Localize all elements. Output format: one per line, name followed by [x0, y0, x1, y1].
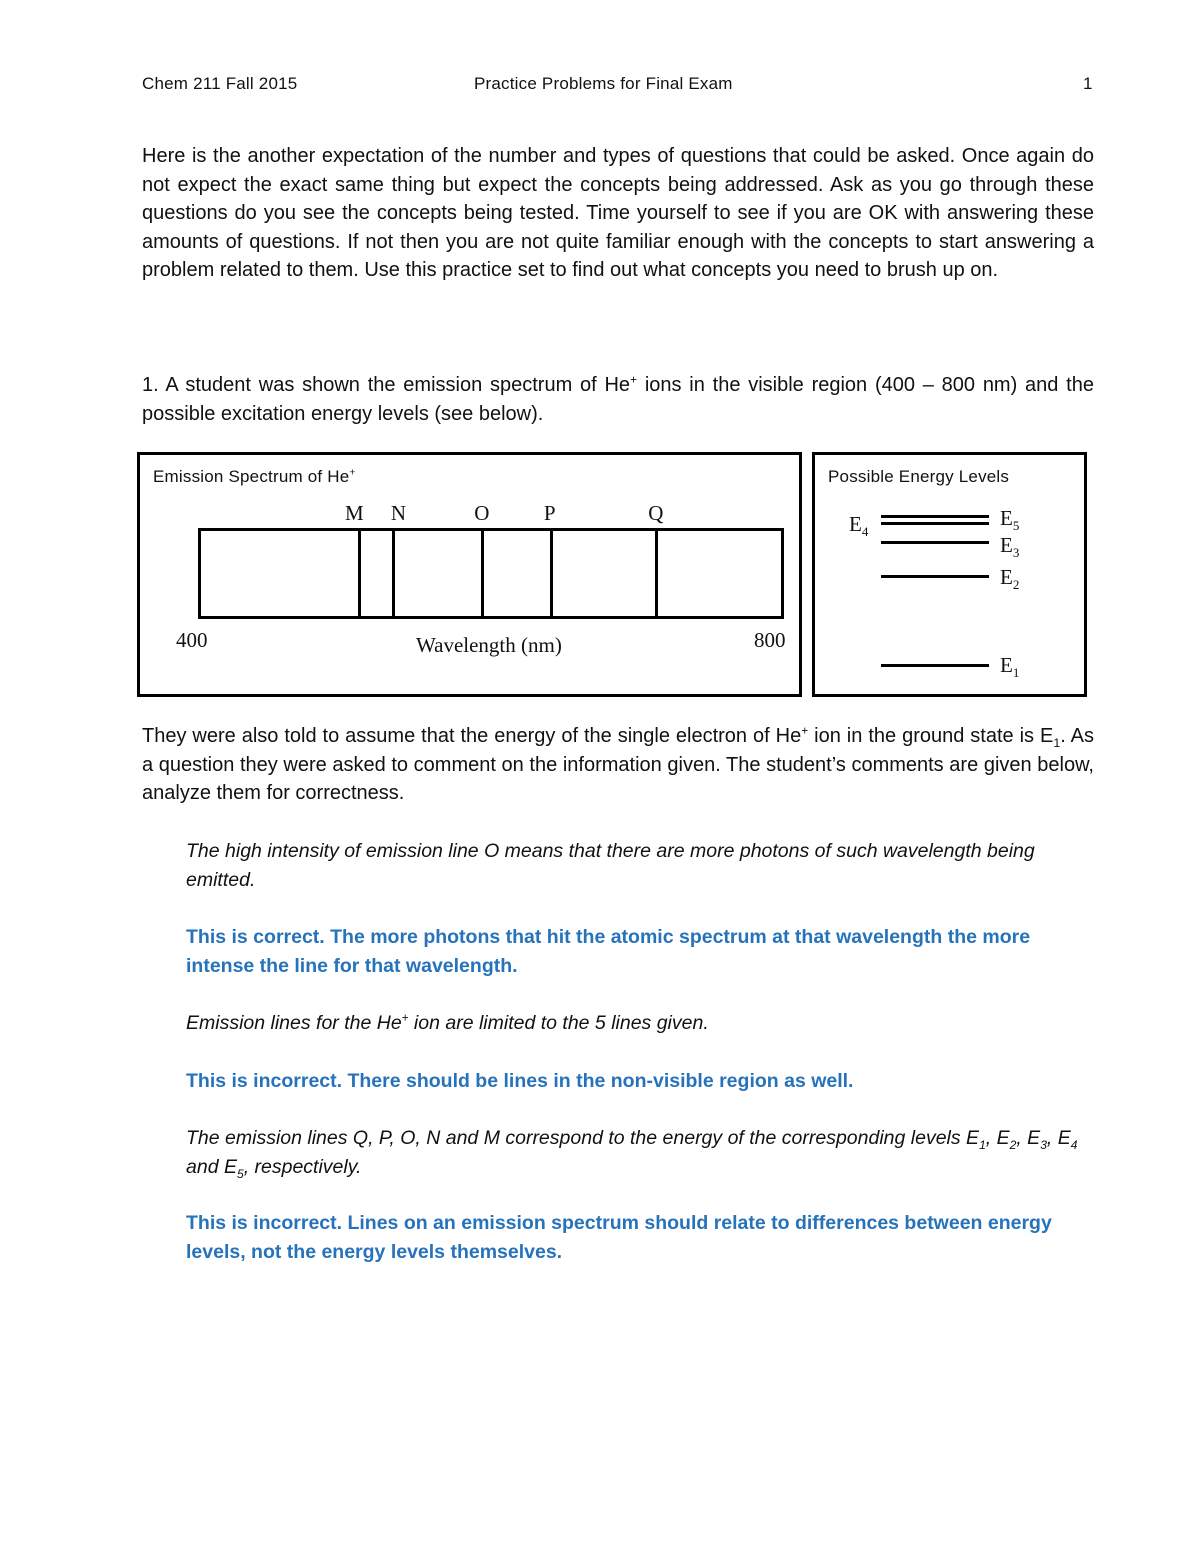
level-e1-label: $E_1$ [1000, 653, 1020, 681]
energy-levels-title: Possible Energy Levels [828, 467, 1010, 486]
answer-1: This is correct. The more photons that hit the atomic spectrum at that wavelength the more intense the line for that wavelength. [186, 926, 1031, 977]
context-paragraph: They were also told to assume that the energy of the single electron of He+ ion in the ground state is $E_1$. As a question they were asked to comment on the information given. The student’s comments are given below, analyze them for correctness. [142, 723, 1094, 805]
spectrum-line-label-o: O [474, 501, 490, 525]
spectrum-line-n [392, 531, 395, 616]
energy-levels-figure [812, 452, 1087, 697]
spectrum-line-label-q: Q [648, 501, 664, 525]
spectrum-line-p [550, 531, 553, 616]
answer-3: This is incorrect. Lines on an emission spectrum should relate to differences between energy levels, not the energy levels themselves. [186, 1212, 1052, 1263]
spectrum-line-q [655, 531, 658, 616]
spectrum-line-label-p: P [543, 501, 556, 525]
question-text-after: ions in the visible region (400 – 800 nm) and the possible excitation energy levels (see below). [142, 374, 1094, 425]
ion-charge: + [630, 372, 638, 387]
spectrum-line-label-n: N [390, 501, 407, 525]
question-text-before: A student was shown the emission spectrum of He [158, 374, 631, 396]
page-number: 1 [1083, 74, 1093, 93]
student-comment-2: Emission lines for the He+ ion are limited to the 5 lines given. [186, 1011, 709, 1034]
x-max-label: 800 [754, 628, 786, 652]
student-comment-3: The emission lines Q, P, O, N and M correspond to the energy of the corresponding levels $E_1$, $E_2$, $E_3$, $E_4$ and $E_5$, respectively. [186, 1127, 1078, 1181]
spectrum-line-label-m: M [345, 501, 364, 525]
level-e2-line [881, 575, 989, 578]
level-e4-line [881, 515, 989, 518]
x-axis-label: Wavelength (nm) [416, 633, 562, 657]
level-e3-label: $E_3$ [1000, 533, 1020, 561]
answer-2: This is incorrect. There should be lines in the non-visible region as well. [186, 1070, 854, 1092]
level-e3-line [881, 541, 989, 544]
spectrum-line-m [358, 531, 361, 616]
student-comment-1: The high intensity of emission line O means that there are more photons of such wavelength being emitted. [186, 840, 1035, 891]
spectrum-title: Emission Spectrum of He+ [153, 467, 356, 486]
level-e1-line [881, 664, 989, 667]
header-title: Practice Problems for Final Exam [474, 74, 733, 93]
level-e4-label: $E_4$ [849, 512, 869, 540]
level-e5-line [881, 522, 989, 525]
spectrum-strip [198, 528, 784, 619]
spectrum-line-o [481, 531, 484, 616]
level-e2-label: $E_2$ [1000, 565, 1020, 593]
question-number: 1. [142, 374, 159, 396]
question-1 [142, 371, 1094, 428]
level-e5-label: $E_5$ [1000, 506, 1020, 534]
x-min-label: 400 [176, 628, 208, 652]
emission-spectrum-figure [137, 452, 802, 697]
intro-paragraph: Here is the another expectation of the number and types of questions that could be asked. Once again do not expect the exact same thing but expect the concepts being addressed. Ask as you go through these questions do you see the concepts being tested. Time yourself to see if you are OK with answering these amounts of questions. If not then you are not quite familiar enough with the concepts to start answering a problem related to them. Use this practice set to find out what concepts you need to brush up on. [142, 145, 1094, 282]
header-course: Chem 211 Fall 2015 [142, 74, 298, 93]
